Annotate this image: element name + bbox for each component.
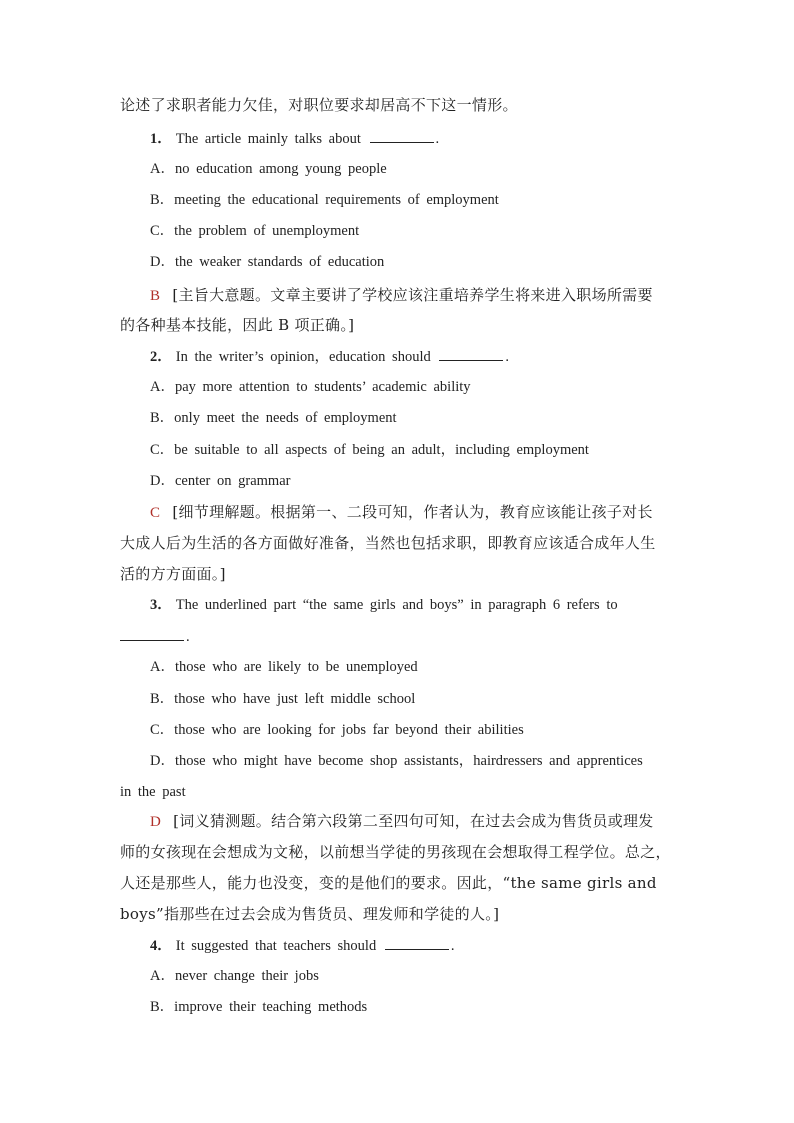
option-b: B．only meet the needs of employment xyxy=(150,410,397,426)
answer-blank xyxy=(385,935,449,950)
question-stem: The underlined part “the same girls and boys” in paragraph 6 refers to xyxy=(175,597,618,613)
explanation-3-cont: 师的女孩现在会想成为文秘，以前想当学徒的男孩现在会想取得工程学位。总之， xyxy=(120,843,671,861)
answer-key: D xyxy=(150,814,162,830)
question-stem: It suggested that teachers should xyxy=(175,938,377,954)
option-a: A．pay more attention to students’ academic ability xyxy=(150,379,471,395)
explanation-1-cont: 的各种基本技能，因此 B 项正确。] xyxy=(120,316,355,334)
answer-blank xyxy=(370,128,434,143)
option-c: C．those who are looking for jobs far beyond their abilities xyxy=(150,722,524,738)
answer-blank xyxy=(439,346,503,361)
explanation-1 xyxy=(150,285,653,306)
question-number: 2． xyxy=(150,349,172,365)
question-3 xyxy=(150,595,618,615)
option-d: D．center on grammar xyxy=(150,473,291,489)
question-end: . xyxy=(186,629,190,645)
option-b: B．improve their teaching methods xyxy=(150,999,368,1015)
intro-tail-text: 论述了求职者能力欠佳，对职位要求却居高不下这一情形。 xyxy=(120,96,518,114)
option-b: B．those who have just left middle school xyxy=(150,691,416,707)
explanation-3-cont: 人还是那些人，能力也没变，变的是他们的要求。因此，“the same girls and xyxy=(120,874,657,892)
question-end: . xyxy=(435,131,440,147)
question-1 xyxy=(150,128,439,149)
option-b: B．meeting the educational requirements of employment xyxy=(150,192,499,208)
option-a: A．no education among young people xyxy=(150,161,387,177)
explanation-text: [词义猜测题。结合第六段第二至四句可知，在过去会成为售货员或理发 xyxy=(173,812,654,830)
option-c: C．be suitable to all aspects of being an adult，including employment xyxy=(150,442,589,458)
answer-key: C xyxy=(150,505,161,521)
option-a: A．never change their jobs xyxy=(150,968,319,984)
answer-blank xyxy=(120,626,184,641)
option-a: A．those who are likely to be unemployed xyxy=(150,659,418,675)
question-3-blank-line xyxy=(120,626,190,647)
question-end: . xyxy=(505,349,509,365)
question-number: 1． xyxy=(150,131,172,147)
option-d: D．the weaker standards of education xyxy=(150,254,385,270)
question-end: . xyxy=(450,938,455,954)
explanation-text: [主旨大意题。文章主要讲了学校应该注重培养学生将来进入职场所需要 xyxy=(172,286,653,304)
explanation-text: [细节理解题。根据第一、二段可知，作者认为，教育应该能让孩子对长 xyxy=(172,503,653,521)
explanation-3 xyxy=(150,811,654,832)
explanation-3-cont: boys”指那些在过去会成为售货员、理发师和学徒的人。] xyxy=(120,905,500,923)
option-d: D．those who might have become shop assistants，hairdressers and apprentices xyxy=(150,753,643,769)
option-d-cont: in the past xyxy=(120,784,186,800)
option-c: C．the problem of unemployment xyxy=(150,223,360,239)
question-4 xyxy=(150,935,454,956)
explanation-2 xyxy=(150,502,653,523)
question-stem: In the writer’s opinion，education should xyxy=(175,349,431,365)
question-number: 4． xyxy=(150,938,172,954)
explanation-2-cont: 大成人后为生活的各方面做好准备，当然也包括求职，即教育应该适合成年人生 xyxy=(120,534,656,552)
question-2 xyxy=(150,346,509,367)
explanation-2-cont: 活的方方面面。] xyxy=(120,565,226,583)
question-number: 3． xyxy=(150,597,172,613)
answer-key: B xyxy=(150,288,161,304)
question-stem: The article mainly talks about xyxy=(175,131,361,147)
